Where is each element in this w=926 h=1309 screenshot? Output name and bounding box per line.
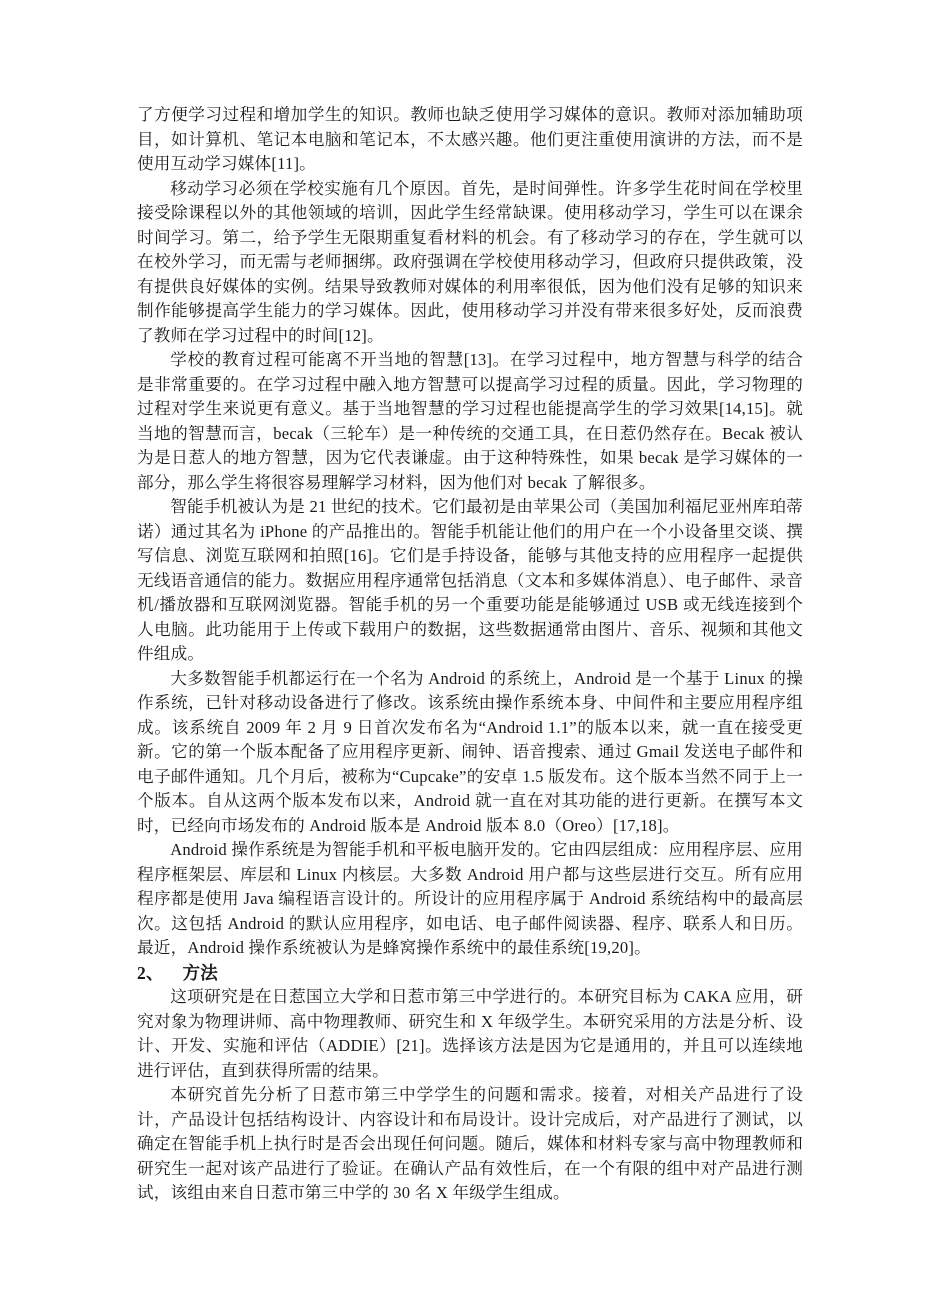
paragraph: 这项研究是在日惹国立大学和日惹市第三中学进行的。本研究目标为 CAKA 应用，研究对象为物理讲师、高中物理教师、研究生和 X 年级学生。本研究采用的方法是分析、设计、开发、实施和评估（ADDIE）[21]。选择该方法是因为它是通用的，并且可以连续地进行评估，直到获得所需的结果。 bbox=[137, 987, 803, 1080]
document-text bbox=[137, 103, 803, 1206]
paragraph: Android 操作系统是为智能手机和平板电脑开发的。它由四层组成：应用程序层、应用程序框架层、库层和 Linux 内核层。大多数 Android 用户都与这些层进行交互。所有应用程序都是使用 Java 编程语言设计的。所设计的应用程序属于 Android 系统结构中的最高层次。这包括 Android 的默认应用程序，如电话、电子邮件阅读器、程序、联系人和日历。最近，Android 操作系统被认为是蜂窝操作系统中的最佳系统[19,20]。 bbox=[137, 840, 803, 957]
section-heading bbox=[137, 961, 803, 986]
paragraph: 智能手机被认为是 21 世纪的技术。它们最初是由苹果公司（美国加利福尼亚州库珀蒂诺）通过其名为 iPhone 的产品推出的。智能手机能让他们的用户在一个小设备里交谈、撰写信息、浏览互联网和拍照[16]。它们是手持设备，能够与其他支持的应用程序一起提供无线语音通信的能力。数据应用程序通常包括消息（文本和多媒体消息）、电子邮件、录音机/播放器和互联网浏览器。智能手机的另一个重要功能是能够通过 USB 或无线连接到个人电脑。此功能用于上传或下载用户的数据，这些数据通常由图片、音乐、视频和其他文件组成。 bbox=[137, 497, 803, 663]
section-number: 2、 bbox=[137, 962, 164, 983]
paragraph: 了方便学习过程和增加学生的知识。教师也缺乏使用学习媒体的意识。教师对添加辅助项目，如计算机、笔记本电脑和笔记本，不太感兴趣。他们更注重使用演讲的方法，而不是使用互动学习媒体[11]。 bbox=[137, 105, 803, 173]
paragraph: 本研究首先分析了日惹市第三中学学生的问题和需求。接着，对相关产品进行了设计，产品设计包括结构设计、内容设计和布局设计。设计完成后，对产品进行了测试，以确定在智能手机上执行时是否会出现任何问题。随后，媒体和材料专家与高中物理教师和研究生一起对该产品进行了验证。在确认产品有效性后，在一个有限的组中对产品进行测试，该组由来自日惹市第三中学的 30 名 X 年级学生组成。 bbox=[137, 1085, 803, 1202]
paragraph: 移动学习必须在学校实施有几个原因。首先，是时间弹性。许多学生花时间在学校里接受除课程以外的其他领域的培训，因此学生经常缺课。使用移动学习，学生可以在课余时间学习。第二，给予学生无限期重复看材料的机会。有了移动学习的存在，学生就可以在校外学习，而无需与老师捆绑。政府强调在学校使用移动学习，但政府只提供政策，没有提供良好媒体的实例。结果导致教师对媒体的利用率很低，因为他们没有足够的知识来制作能够提高学生能力的学习媒体。因此，使用移动学习并没有带来很多好处，反而浪费了教师在学习过程中的时间[12]。 bbox=[137, 178, 803, 345]
section-title: 方法 bbox=[182, 962, 218, 983]
paragraph: 大多数智能手机都运行在一个名为 Android 的系统上，Android 是一个基于 Linux 的操作系统，已针对移动设备进行了修改。该系统由操作系统本身、中间件和主要应用程序组成。该系统自 2009 年 2 月 9 日首次发布名为“Android 1.1”的版本以来，就一直在接受更新。它的第一个版本配备了应用程序更新、闹钟、语音搜索、通过 Gmail 发送电子邮件和电子邮件通知。几个月后，被称为“Cupcake”的安卓 1.5 版发布。这个版本当然不同于上一个版本。自从这两个版本发布以来，Android 就一直在对其功能的进行更新。在撰写本文时，已经向市场发布的 Android 版本是 Android 版本 8.0（Oreo）[17,18]。 bbox=[137, 668, 803, 835]
paragraph: 学校的教育过程可能离不开当地的智慧[13]。在学习过程中，地方智慧与科学的结合是非常重要的。在学习过程中融入地方智慧可以提高学习过程的质量。因此，学习物理的过程对学生来说更有意义。基于当地智慧的学习过程也能提高学生的学习效果[14,15]。就当地的智慧而言，becak（三轮车）是一种传统的交通工具，在日惹仍然存在。Becak 被认为是日惹人的地方智慧，因为它代表谦虚。由于这种特殊性，如果 becak 是学习媒体的一部分，那么学生将很容易理解学习材料，因为他们对 becak 了解很多。 bbox=[137, 350, 803, 492]
